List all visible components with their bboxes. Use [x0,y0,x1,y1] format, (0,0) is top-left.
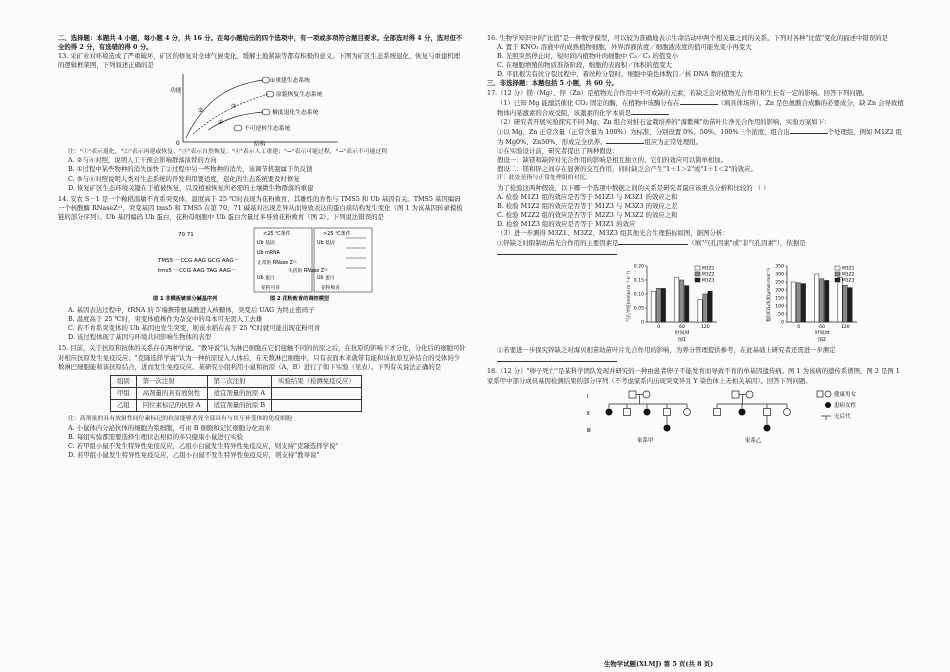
gene-regulation-diagram [58,224,466,304]
chart-title: 图2 [818,338,826,344]
chart-bar [791,282,795,322]
q17-step1-text-b: 个处理组，例如 M1Z2 组为 Mg0%、Zn50%，形成完全供养。 [497,127,903,147]
q17-step1-text-c: 组应为正常处理组。 [644,138,702,147]
pedigree-male [732,391,739,398]
q17-charts [487,260,907,344]
fig13-label-rebuilt: ①重建生态系统 [270,78,310,85]
chart-bar [801,284,805,322]
chart-y-label: 气孔导度(mmol·m⁻²·s⁻¹) [627,271,632,323]
q17-hypothesis-1: 假设一：缺镁和缺锌对光合作用的影响是相互独立的，它们的效应可以简单相加。 [497,156,728,165]
chart-bar [820,279,824,322]
q15-option-b: B. 每组实验都需要选择生理状态相似的多只健康小鼠进行实验 [68,433,243,442]
chart-y-tick-label: 100 [775,304,784,310]
q15-option-a: A. 小鼠体内分泌抗体的细胞为浆细胞，可由 B 细胞和记忆细胞分化而来 [68,424,271,433]
fig14-normal-rnase: 正常的 RNase Zˢ¹ [257,261,297,267]
gen-label-1: Ⅰ [587,393,589,400]
chart-bar [656,289,660,323]
q17-hypothesis-note: 注：此处是指与正常处理组的对比。 [497,175,592,182]
legend-healthy: 健康男女 [834,391,857,398]
q16-option-c: C. 在细胞增殖的物质准备阶段，细胞的表面积／体积的值变大 [497,61,672,70]
chart-x-label: 时间/d [674,331,690,337]
chart-y-tick-label: 0 [781,320,784,326]
q14-option-d: D. 该过程体现了基因与环境共同影响生物体的表型 [68,333,212,342]
pedigree-female [746,391,753,398]
chart-x-tick-label: 0 [657,325,661,331]
q18-stem: 18.（12 分）"卵子死亡"是某科学团队发现并研究的一种由患者卵子不能发育而导致不育的单基因遗传病。图 1 为该病的遗传系谱图，图 2 是图 1 家系甲中部分成员基因检测结果的部分序列（不考虑家系内出现突变异且 Y 染色体上无相关基因）。回答下列问题。 [487,367,900,385]
chart-legend-label: M3Z3 [702,278,715,284]
pedigree-diagram [487,388,907,446]
fig13-label-degraded: 极度退化生态系统 [272,110,319,117]
q17-option-d: D. 检验 M1Z3 组的效应是否等于 M3Z1 的效应 [497,219,636,228]
chart-legend-swatch [695,272,700,276]
q13-note: 注："①"表示退化，"②"表示再建或恢复，"③"表示自然恢复；"④"表示人工重建；"→"表示可能过程，"→"表示不可能过程 [68,149,388,156]
q13-stem: 13. 采矿业对环境造成了严重破坏，矿区的修复对全球气候变化、缓解土地紧缺等都有积极的意义。下图为矿区生态系统退化、恢复与重建机理的逻辑框架图，下列叙述正确的是 [58,52,461,70]
q17-part3a-text-b: （填"气孔因素"或"非气孔因素"），依据是 [688,239,806,248]
q17-part3: （3）进一步测得 M3Z1、M3Z2、M3Z3 组其他光合生理指标如图，据图分析： [497,228,729,237]
fig13-x-axis: 结构 [254,141,266,147]
answer-blank[interactable] [790,127,828,134]
pedigree-male [764,408,771,415]
q17-part1-text: （1）已知 Mg 能激活催化 CO₂ 固定的酶，在植物中该酶分布在 [497,98,680,107]
q14-stem: 14. 安农 S－1 是一个籼稻温敏不育系突变体，温度高于 25 ℃时表现为花粉败育，其雄性的育性与 TMS5 和 Ub 基因有关。TMS5 基因编码一个核酸酶 RNaseZˢ¹，突变基因 tms5 和 TMS5 在第 70、71 碱基对出现差异从而导致表达的蛋白质结构发生变化（图 1 为该基因转录模板链的部分序列）。Ub 基因编码 Ub 蛋白，花粉母细胞中 Ub 蛋白含量过多导致花粉败育（图 2）。下列说法错误的是 [58,194,463,221]
pedigree-female [643,391,650,398]
chart-bar [848,288,852,322]
answer-blank[interactable] [606,137,644,144]
family-b-label: 家系乙 [745,437,762,444]
gen-label-3: Ⅲ [587,427,591,434]
right-column [487,34,907,448]
legend-healthy-female [825,391,831,397]
chart-bar [815,274,819,322]
fig14-pollen-fertile: 花粉可育 [261,286,281,292]
chart-y-tick-label: 0.10 [633,292,644,298]
q17-step1 [487,127,907,147]
q14-option-b: B. 温度高于 25 ℃时，突变体植株作为杂交中的母本可无需人工去雄 [68,315,263,324]
chart-bar [843,285,847,322]
fig13-label-2: ② [198,108,204,115]
q17-step1-text: ①以 Mg、Zn 正常含量（正常含量为 100%）为标准，分别设置 0%、50%、100%三个浓度，组合出 [497,127,790,136]
left-column [58,34,466,460]
q14-option-a: A. 基因表达过程中，tRNA 的 5′端携带氨基酸进入核糖体，突变后 UAG 为终止密码子 [68,306,315,315]
chart-x-label: 时间/d [814,331,830,337]
q18-pedigree [487,388,907,446]
fig14-caption-1: 图 1 非模板链部分碱基序列 [153,296,218,303]
pedigree-female [684,408,691,415]
table-row [111,387,362,399]
legend-no-offspring: 无后代 [834,413,851,420]
chart-x-tick-label: 0 [797,325,801,331]
pedigree-male [714,408,721,415]
table-row [111,399,362,411]
table-cell: 乙组 [111,399,137,411]
fig13-label-3: ③ [231,104,237,111]
q17-part3a [487,238,907,258]
q16-stem: 16. 生物学知识中的"比值"是一种数学模型，可以较为准确地表示生命活动中两个相关量之间的关系。下列对各种"比值"变化的描述中错误的是 [487,34,888,42]
q15-table [110,375,362,412]
fig14-seq-tms5-lower: tms5 －CCG AAG TAG AAG－ [158,268,237,275]
fig14-high-temp: >25 ℃条件 [323,231,351,238]
fig13-label-4: ④ [218,120,224,127]
chart-bar [651,291,655,322]
q17-part4 [487,346,907,365]
gen-label-2: Ⅱ [587,410,590,417]
chart-x-tick-label: 60 [679,325,685,331]
fig14-caption-2: 图 2 花粉败育的调控模型 [270,296,330,303]
chart-title: 图1 [678,338,686,344]
q15-stem: 15. 目前，关于抗原和抗体的关系存在两种学说。"教导说"认为淋巴细胞在它们接触不同的抗原之后，在抗原的影响下才分化，分化后的细胞可针对相应抗原发生免疫反应；"克隆选择学说"认为一种抗原侵入人体后，在无数淋巴细胞中，只有表面本来就带有能和该抗原互补结合的受体的少数淋巴细胞能和该抗原结合，进而发生免疫反应。某研究小组利用小鼠和抗原（A、B）进行了如下实验（见表）。下列有关说法正确的是 [58,344,466,371]
chart-bar [825,281,829,323]
q17-part1 [487,98,907,118]
q17-option-a: A. 检验 M1Z1 组的效应是否等于 M1Z3 与 M3Z1 的效应之和 [497,192,678,201]
answer-blank[interactable] [497,248,617,255]
q17-stem: 17.（12 分）镁（Mg）、锌（Zn）是植物光合作用中不可或缺的元素，若缺乏会对植物光合作用和生长有一定的影响。回答下列问题。 [487,88,869,97]
bar-charts [487,260,907,344]
fig14-base-numbers: 70 71 [178,232,194,239]
chart-y-label: 胞间CO₂浓度(μmol·mol⁻¹) [767,268,772,323]
table-header-cell: 第二次注射 [207,375,271,387]
table-cell: 适宜剂量的抗原 A [207,387,271,399]
pedigree-affected-female [664,424,671,431]
chart-x-tick-label: 120 [840,325,850,331]
q15-option-d: D. 若甲组小鼠发生特异性免疫反应，乙组小白鼠不发生特异性免疫反应，则支持"教导说" [68,451,320,460]
section-3-heading: 三、非选择题：本题包括 5 小题，共 60 分。 [487,79,618,88]
chart-bar [703,294,707,322]
q13-option-d: D. 恢复矿区生态环境关键在于植被恢复，以及植被恢复所必需的土壤微生物群落的重建 [68,183,314,192]
fig14-ub-gene-left: Ub 基因 [257,241,275,247]
fig14-ub-protein-left: Ub 蛋白 [257,276,275,282]
chart-bar [698,300,702,322]
pedigree-affected-female [644,408,651,415]
q17-option-c: C. 检验 M2Z2 组的效应是否等于 M2Z3 与 M3Z2 的效应之和 [497,210,678,219]
chart-y-tick-label: 0.20 [633,264,644,270]
legend-affected: 患病女性 [834,402,857,409]
q17-part1-text-b: （填具体场所），Zn 是色氨酸合成酶的必要成分，缺 Zn 会导致植物体内某激素的合成受阻，该激素的化学本质是 [497,98,904,117]
table-header-cell: 第一次注射 [136,375,207,387]
q16-option-b: B. 光照突然停止时，短时间内植物叶肉细胞中 C₅／C₃ 的值变小 [497,52,679,61]
table-cell [272,399,362,411]
q13-option-a: A. ②与⑥对照，说明人工干预会影响群落演替的方向 [68,156,217,165]
fig14-ub-mrna: Ub mRNA [257,251,280,257]
q13-option-c: C. ⑤与⑥对照说明人类对生态系统的开发利用要适度，退化的生态系统要及时修复 [68,174,300,183]
fig13-label-irreversible: 不可逆转生态系统 [244,126,291,133]
q17-part3a-text: ①锌缺乏时限制幼苗光合作用的主要因素是 [497,239,619,248]
chart-x-tick-label: 60 [819,325,825,331]
chart-x-tick-label: 120 [700,325,710,331]
pedigree-male [664,408,671,415]
chart-bar [796,283,800,322]
table-header-row [111,375,362,387]
fig14-lost-rnase: 失活的 RNase Zˢ¹ [288,269,328,275]
fig14-seq-tms5-upper: TMS5 －CCG AAG GCG AAG－ [158,258,240,265]
chart-y-tick-label: 0 [641,320,644,326]
chart-bar [680,280,684,322]
q17-ask [487,184,907,193]
pedigree-female [784,408,791,415]
family-a-label: 家系甲 [637,437,654,444]
q15-note: 注：高剂量的具有放射性同位素标记的抗原能够杀死全部具有与其互补受体的免疫细胞 [68,415,292,422]
table-cell: 高剂量的具有放射性 [136,387,207,399]
q17-ask-text: 为了检验这两种假设，以下哪一个选项中数据之间的关系是研究者最应该重点分析和比较的 [497,183,753,192]
q15-option-c: C. 若甲组小鼠不发生特异性免疫反应，乙组小白鼠发生特异性免疫反应，则支持"克隆选择学说" [68,442,339,451]
table-header-cell: 实验结果（检测免疫反应） [272,375,362,387]
chart-bar [675,277,679,322]
q14-option-c: C. 若不育系突变体的 Ub 基因也发生突变，则该水稻在高于 25 ℃时就可能出现花粉可育 [68,324,321,333]
chart-legend-swatch [835,272,840,276]
chart-bar [708,291,712,322]
table-cell: 同位素标记的抗原 A [136,399,207,411]
q17-part4-text: ②若要进一步探究锌缺乏对海贝相苗幼苗叶片光合作用的影响，为养分管理提供参考，在此基础上研究者还需进一步测定 [497,346,836,355]
pedigree-affected-female [764,424,771,431]
fig13-origin: 0 [176,141,180,147]
q17-option-b: B. 检验 M1Z2 组的效应是否等于 M1Z3 与 M3Z3 的效应之差 [497,201,678,210]
pedigree-affected-female [606,408,613,415]
chart-y-tick-label: 250 [775,280,784,286]
answer-blank[interactable] [631,108,669,115]
chart-y-tick-label: 350 [775,264,784,270]
fig13-y-axis: 功能 [170,88,182,95]
table-cell: 适宜剂量的抗原 B [207,399,271,411]
chart-legend-swatch [695,278,700,282]
q16-option-d: D. 平底根尖有丝分裂过程中，着丝粒分裂时，细胞中染色体数目／核 DNA 数的值变大 [497,70,743,79]
fig14-low-temp: <25 ℃条件 [263,231,291,238]
fig14-pollen-sterile: 花粉败育 [321,286,341,292]
table-cell: 甲组 [111,387,137,399]
pedigree-male [629,391,636,398]
chart-legend-label: M3Z1 [702,266,715,272]
answer-blank[interactable] [497,355,617,362]
pedigree-affected-female [739,408,746,415]
fig14-ub-protein-right: Ub 蛋白 [317,276,335,282]
legend-affected-female [825,402,831,408]
section-2-heading: 二、选择题：本题共 4 小题，每小题 4 分，共 16 分。在每小题给出的四个选项中，有一项或多项符合题目要求。全部选对得 4 分，选对但不全的得 2 分，有选错的得 0 分。 [58,34,463,52]
q13-figure [58,72,466,146]
chart-y-tick-label: 0.15 [633,278,644,284]
q16-option-a: A. 置于 KNO₃ 溶液中的成熟植物细胞，外界溶液浓度／细胞液浓度的值可能先变小再变大 [497,43,752,52]
chart-legend-swatch [835,266,840,270]
legend-healthy-male [817,391,823,397]
q17-part2: （2）研究者开展实验探究不同 Mg、Zn 组合对蛙石盆栽培养的"海紫辣"幼苗叶片净光合作用的影响，实验方案如下： [497,117,831,126]
chart-y-tick-label: 300 [775,272,784,278]
q17-answer-paren[interactable]: （ ） [754,183,770,192]
chart-bar [838,277,842,322]
chart-y-tick-label: 200 [775,288,784,294]
q14-figure [58,224,466,304]
q17-step2: ②在实验设计前，研究者提出了两种假设： [497,147,619,156]
chart-y-tick-label: 150 [775,296,784,302]
pedigree-male [624,408,631,415]
chart-legend-label: M3Z1 [842,266,855,272]
chart-legend-label: M3Z3 [842,278,855,284]
table-header-cell: 组别 [111,375,137,387]
chart-y-tick-label: 0.05 [633,306,644,312]
succession-diagram [58,72,358,146]
chart-bar [685,286,689,322]
answer-blank[interactable] [618,238,688,245]
answer-blank[interactable] [680,98,718,105]
page-footer: 生物学试题(XLMJ) 第 5 页(共 8 页) [604,660,714,668]
chart-legend-swatch [695,266,700,270]
chart-legend-label: M3Z2 [702,272,715,278]
chart-legend-swatch [835,278,840,282]
fig13-label-original: 原貌恢复生态系统 [276,92,323,99]
q17-hypothesis-2: 假设二：镁和锌之间存在显著的交互作用，同时缺乏会产生"1＋1＞2"或"1＋1＜2"的效应。 [497,165,757,174]
chart-legend-label: M3Z2 [842,272,855,278]
chart-y-tick-label: 50 [778,312,784,318]
table-cell [272,387,362,399]
fig14-ub-gene-right: Ub 基因 [317,241,335,247]
q13-option-b: B. ①过程中某些物种的消失加快了②过程中另一些物种的消失，该调节机制属于负反馈 [68,165,313,174]
chart-bar [661,289,665,323]
